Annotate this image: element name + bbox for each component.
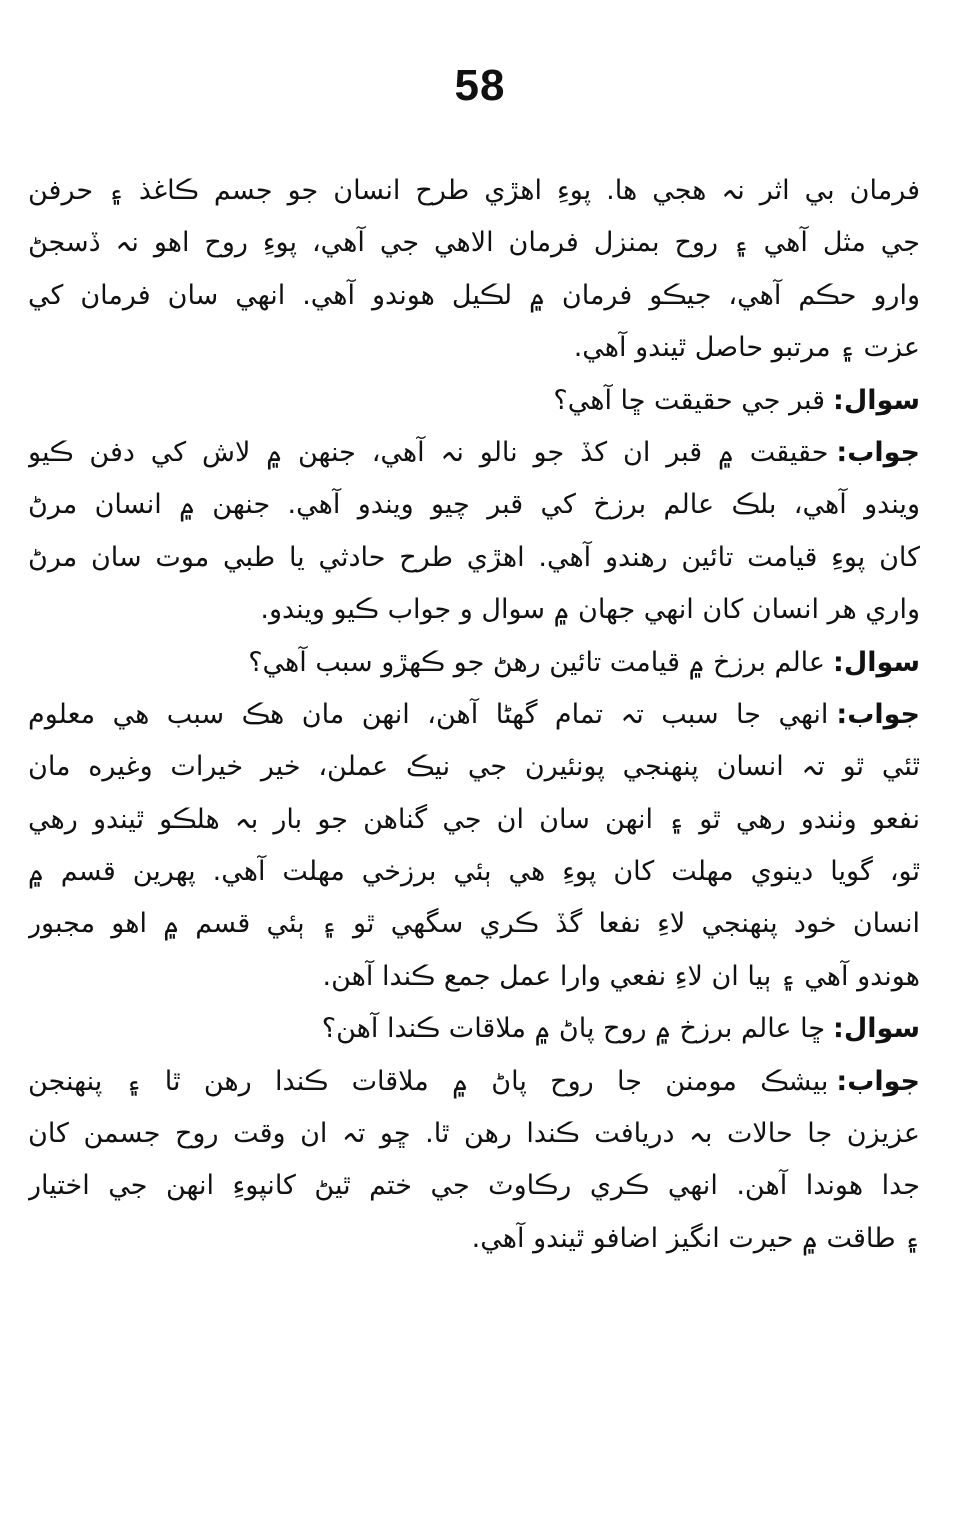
answer-label: جواب:	[836, 436, 920, 468]
question-label: سوال:	[833, 646, 920, 678]
answer-text: حقيقت ۾ قبر ان کڏ جو نالو نہ آهي، جنهن ۾ لاش کي دفن ڪيو	[28, 436, 829, 468]
answer-label: جواب:	[836, 698, 920, 730]
answer-text: بيشڪ مومنن جا روح پاڻ ۾ ملاقات ڪندا رهن ٿا ۽ پنهنجن	[28, 1065, 829, 1097]
text-line: فرمان بي اثر نہ هجي ها. پوءِ اهڙي طرح انسان جو جسم ڪاغذ ۽ حرفن	[28, 175, 920, 206]
text-line: وارو حڪم آهي، جيڪو فرمان ۾ لڪيل هوندو آهي. انهي سان فرمان کي	[28, 279, 920, 311]
question-text: ڇا عالم برزخ ۾ روح پاڻ ۾ ملاقات ڪندا آهن؟	[321, 1013, 826, 1045]
text-line: جدا هوندا آهن. انهي ڪري رڪاوٽ جي ختم ٿيڻ کانپوءِ انهن جي اختيار	[28, 1170, 920, 1202]
question-paragraph	[28, 375, 920, 427]
body-text	[28, 165, 920, 1265]
answer-text: انهي جا سبب تہ تمام گهڻا آهن، انهن مان هڪ سبب هي معلوم	[28, 698, 829, 730]
answer-paragraph	[28, 427, 920, 637]
question-label: سوال:	[833, 1013, 920, 1045]
text-line: کان پوءِ قيامت تائين رهندو آهي. اهڙي طرح حادثي يا طبي موت سان مرڻ	[28, 541, 920, 573]
answer-label: جواب:	[836, 1065, 920, 1097]
question-label: سوال:	[833, 384, 920, 416]
text-line	[28, 427, 920, 479]
text-line: عزت ۽ مرتبو حاصل ٿيندو آهي.	[573, 332, 920, 364]
text-line: واري هر انسان کان انهي جهان ۾ سوال و جواب ڪيو ويندو.	[260, 594, 920, 626]
page-number: 58	[454, 61, 506, 110]
text-line: نفعو وٺندو رهي ٿو ۽ انهن سان ان جي گناهن جو بار بہ هلڪو ٿيندو رهي	[28, 803, 920, 835]
question-text: قبر جي حقيقت ڇا آهي؟	[553, 384, 826, 416]
text-line: ويندو آهي، بلڪ عالم برزخ کي قبر چيو ويندو آهي. جنهن ۾ انسان مرڻ	[28, 489, 920, 521]
text-line	[28, 1003, 920, 1055]
text-line	[28, 375, 920, 427]
answer-paragraph	[28, 689, 920, 1003]
text-line: جي مثل آهي ۽ روح بمنزل فرمان الاهي جي آهي، پوءِ روح اهو نہ ڏسجڻ	[28, 227, 920, 259]
question-text: عالم برزخ ۾ قيامت تائين رهڻ جو ڪهڙو سبب آهي؟	[248, 646, 826, 678]
answer-paragraph	[28, 1056, 920, 1266]
text-line	[28, 689, 920, 741]
text-line: ٿئي ٿو تہ انسان پنهنجي پونئيرن جي نيڪ عملن، خير خيرات وغيره مان	[28, 751, 920, 783]
text-line: هوندو آهي ۽ ٻيا ان لاءِ نفعي وارا عمل جمع ڪندا آهن.	[322, 960, 920, 992]
text-line	[28, 637, 920, 689]
paragraph	[28, 165, 920, 375]
text-line: انسان خود پنهنجي لاءِ نفعا گڏ ڪري سگهي ٿو ۽ ٻئي قسم ۾ اهو مجبور	[28, 908, 920, 940]
question-paragraph	[28, 1003, 920, 1055]
text-line: عزيزن جا حالات بہ دريافت ڪندا رهن ٿا. ڇو تہ ان وقت روح جسمن کان	[28, 1118, 920, 1150]
question-paragraph	[28, 637, 920, 689]
text-line: ٿو، گويا دينوي مهلت کان پوءِ هي ٻئي برزخي مهلت آهي. پهرين قسم ۾	[28, 856, 920, 888]
text-line	[28, 1056, 920, 1108]
text-line: ۽ طاقت ۾ حيرت انگيز اضافو ٿيندو آهي.	[471, 1222, 920, 1254]
